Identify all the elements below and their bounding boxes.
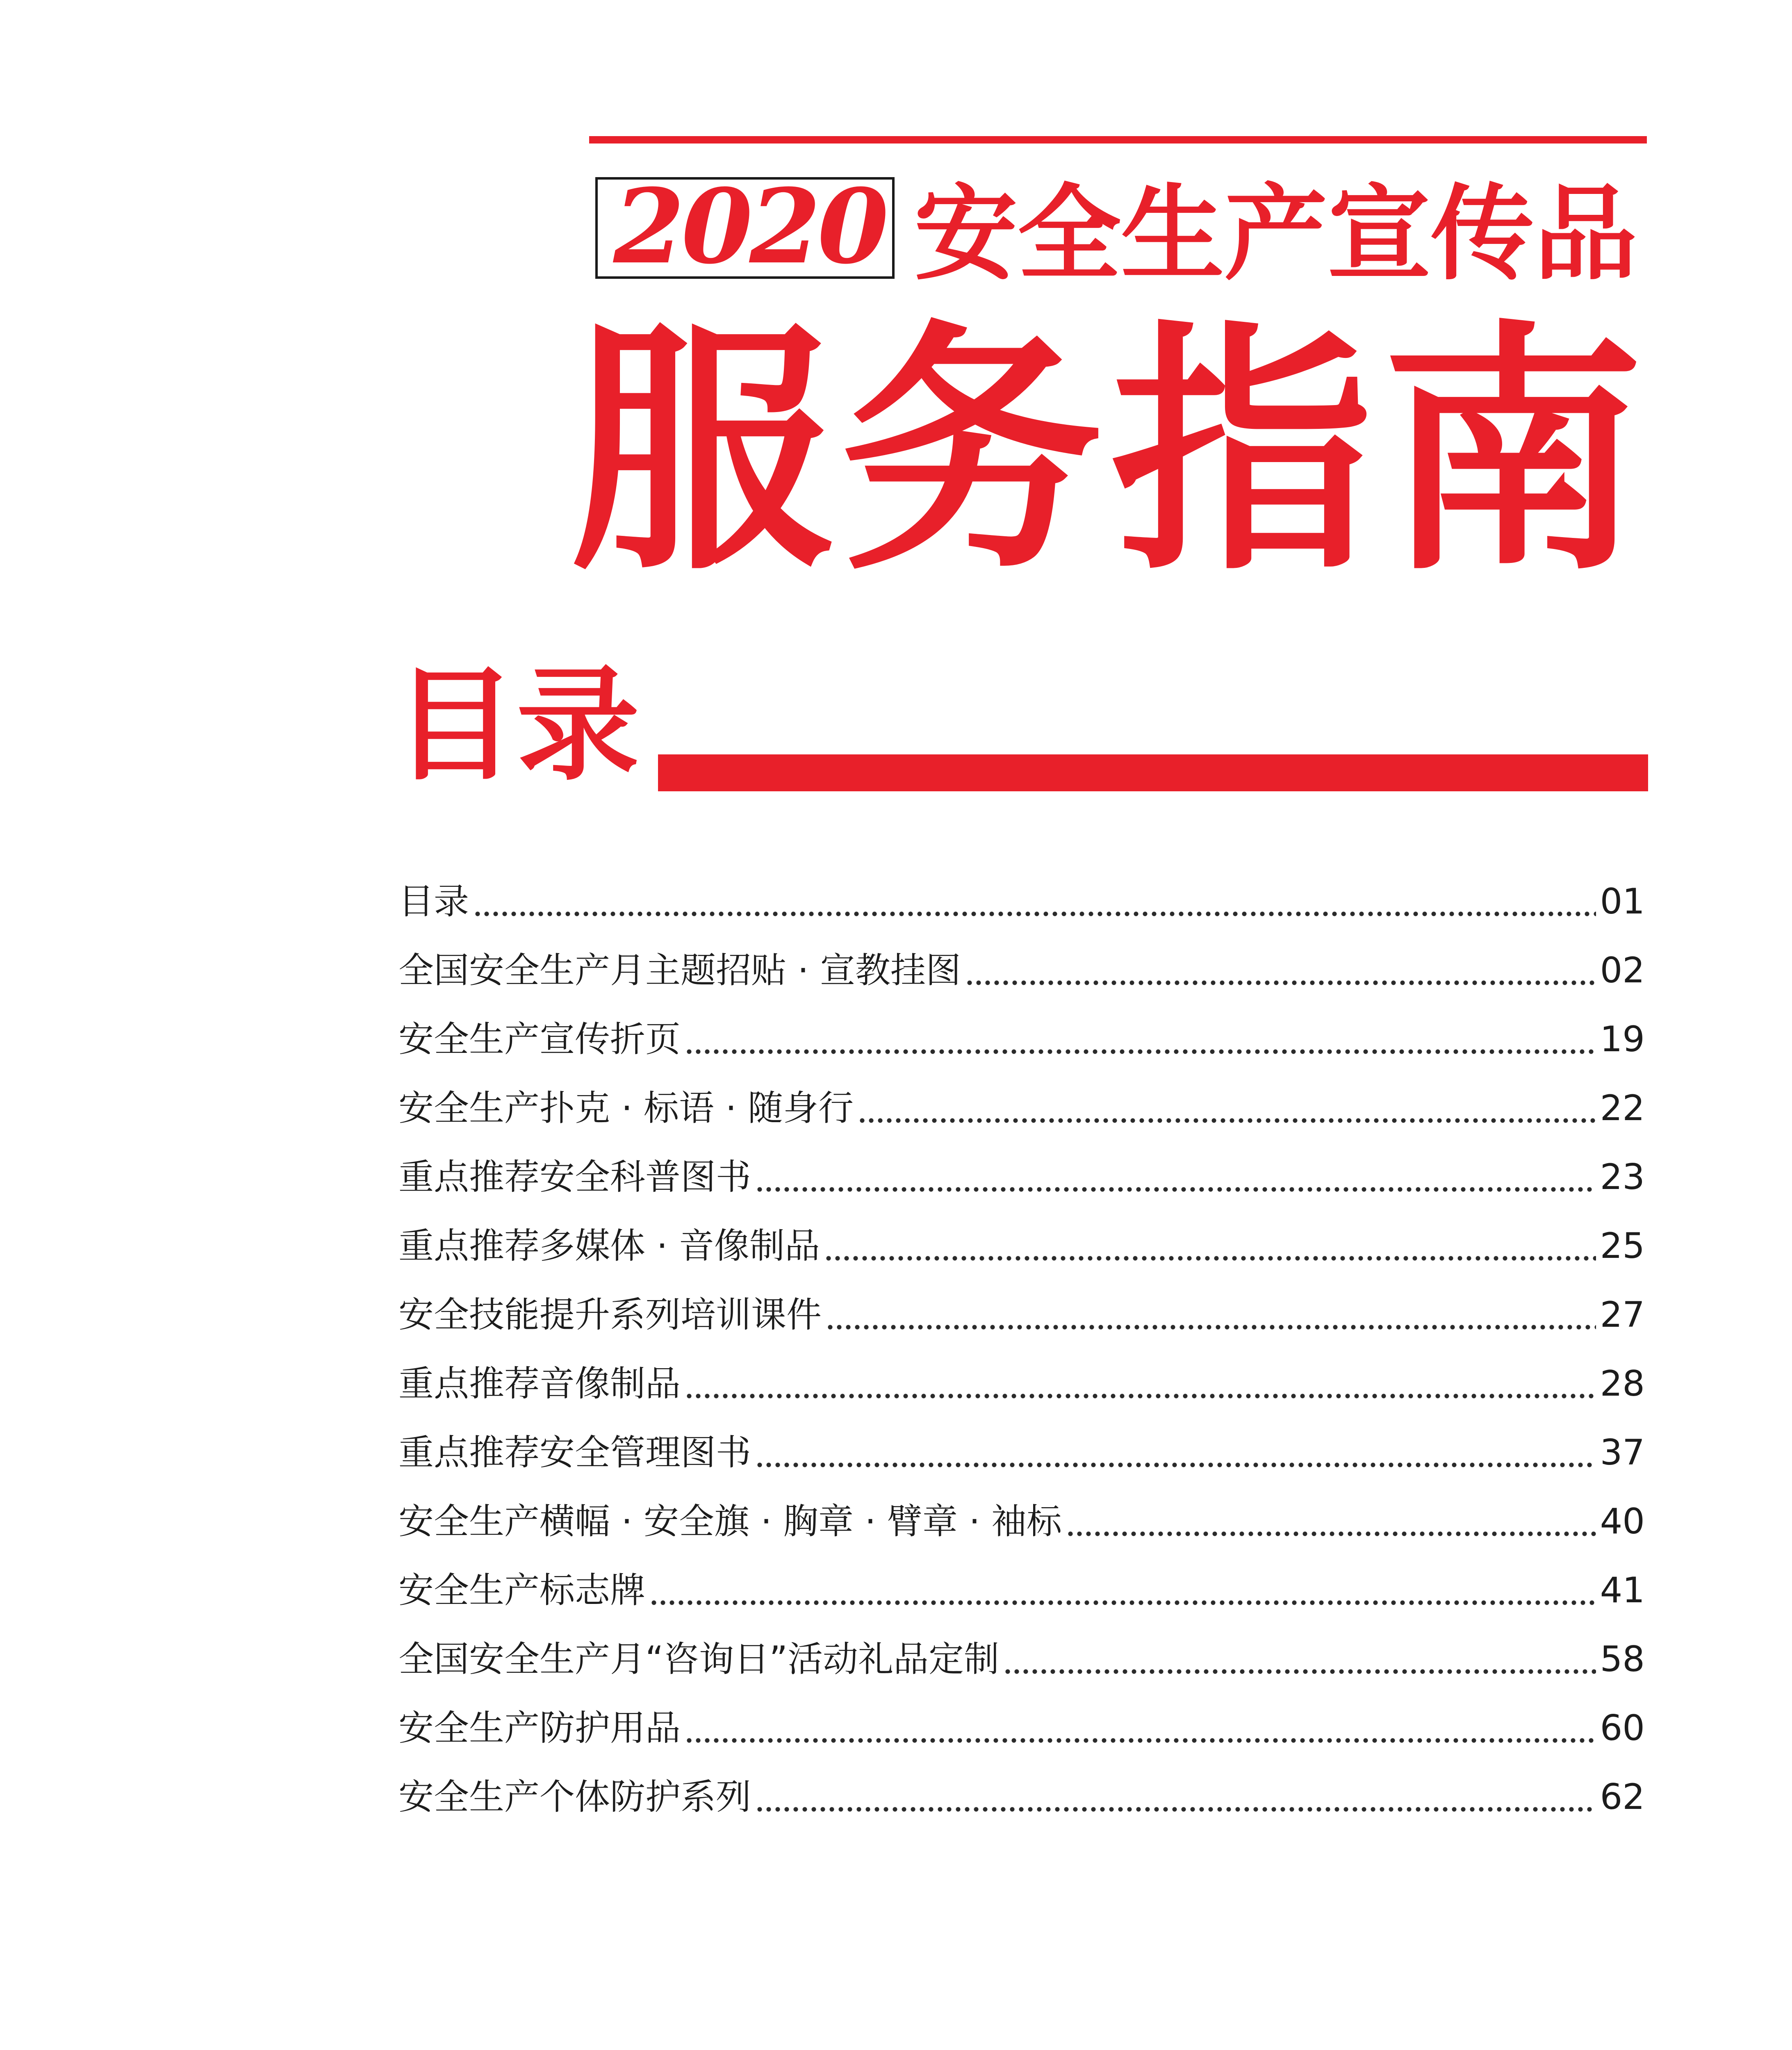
toc-leader-dots (755, 1806, 1596, 1813)
toc-item[interactable] (398, 936, 1645, 1005)
toc-item[interactable] (398, 1556, 1645, 1625)
toc-item[interactable] (398, 1143, 1645, 1212)
toc-heading: 目录 (394, 654, 640, 797)
toc-item[interactable] (398, 1487, 1645, 1556)
toc-item-page: 25 (1600, 1225, 1645, 1266)
toc-item-label: 安全生产个体防护系列 (398, 1777, 751, 1818)
toc-item[interactable] (398, 1625, 1645, 1694)
toc-item-page: 41 (1600, 1570, 1645, 1611)
year-badge (595, 166, 895, 287)
top-rule (589, 136, 1647, 144)
toc-item-page: 27 (1600, 1294, 1645, 1335)
toc-item-page: 19 (1600, 1019, 1645, 1060)
toc-item-label: 重点推荐安全管理图书 (398, 1432, 751, 1473)
toc-item-page: 02 (1600, 950, 1645, 991)
toc-item-page: 60 (1600, 1708, 1645, 1749)
toc-item-label: 安全生产宣传折页 (398, 1019, 681, 1060)
toc-item-page: 62 (1600, 1777, 1645, 1818)
toc-leader-dots (1003, 1668, 1596, 1675)
toc-item-label: 全国安全生产月主题招贴 · 宣教挂图 (398, 950, 961, 991)
toc-item[interactable] (398, 1694, 1645, 1763)
toc-item-page: 58 (1600, 1639, 1645, 1680)
toc-leader-dots (685, 1737, 1596, 1744)
toc-item[interactable] (398, 1349, 1645, 1418)
toc-item[interactable] (398, 1763, 1645, 1831)
toc-leader-dots (649, 1599, 1596, 1606)
table-of-contents (398, 867, 1645, 1831)
toc-item-page: 23 (1600, 1157, 1645, 1198)
year-text: 2020 (613, 166, 886, 287)
toc-item-label: 安全生产扑克 · 标语 · 随身行 (398, 1088, 854, 1129)
toc-item[interactable] (398, 1280, 1645, 1349)
toc-item-label: 安全技能提升系列培训课件 (398, 1294, 822, 1335)
page-title: 服务指南 (570, 297, 1652, 605)
toc-item-page: 22 (1600, 1088, 1645, 1129)
toc-item-page: 28 (1600, 1363, 1645, 1404)
toc-item-page: 01 (1600, 881, 1645, 922)
toc-item-label: 安全生产横幅 · 安全旗 · 胸章 · 臂章 · 袖标 (398, 1501, 1062, 1542)
toc-leader-dots (824, 1255, 1596, 1262)
page-subtitle: 安全生产宣传品 (914, 173, 1638, 294)
toc-leader-dots (755, 1462, 1596, 1468)
toc-leader-dots (858, 1117, 1596, 1124)
toc-item-page: 40 (1600, 1501, 1645, 1542)
toc-item-label: 全国安全生产月“咨询日”活动礼品定制 (398, 1639, 1000, 1680)
toc-leader-dots (685, 1048, 1596, 1055)
toc-item-label: 重点推荐多媒体 · 音像制品 (398, 1225, 820, 1266)
toc-item-label: 重点推荐音像制品 (398, 1363, 681, 1404)
toc-leader-dots (1066, 1531, 1596, 1537)
heading-rule (658, 754, 1648, 791)
toc-item[interactable] (398, 1418, 1645, 1487)
toc-item-label: 安全生产标志牌 (398, 1570, 645, 1611)
toc-item[interactable] (398, 1074, 1645, 1143)
toc-item-label: 目录 (398, 881, 469, 922)
toc-item-page: 37 (1600, 1432, 1645, 1473)
toc-item[interactable] (398, 1005, 1645, 1074)
toc-leader-dots (965, 979, 1596, 986)
toc-leader-dots (826, 1324, 1596, 1330)
toc-leader-dots (685, 1393, 1596, 1399)
toc-item[interactable] (398, 867, 1645, 936)
toc-item-label: 安全生产防护用品 (398, 1708, 681, 1749)
toc-item-label: 重点推荐安全科普图书 (398, 1157, 751, 1198)
toc-item[interactable] (398, 1212, 1645, 1280)
toc-leader-dots (755, 1186, 1596, 1193)
toc-leader-dots (473, 911, 1596, 917)
